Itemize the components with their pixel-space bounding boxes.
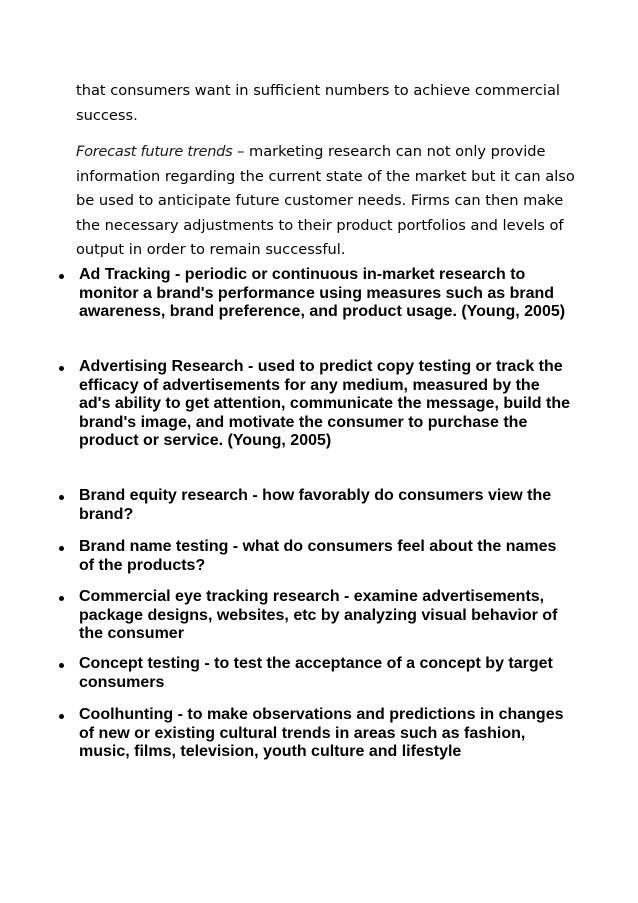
- list-item-text: Commercial eye tracking research - examine advertisements, package designs, websites, etc by analyzing visual behavior of the consumer: [79, 588, 558, 642]
- bullet-dot-icon: [59, 366, 64, 371]
- forecast-lead-text: Forecast future trends: [76, 143, 233, 160]
- list-item-text: Brand equity research - how favorably do consumers view the brand?: [79, 487, 552, 523]
- list-item-text: Concept testing - to test the acceptance of a concept by target consumers: [79, 655, 553, 691]
- bullet-dot-icon: [59, 274, 64, 279]
- bullet-dot-icon: [59, 663, 64, 668]
- forecast-body-text: – marketing research can not only provide information regarding the current state of the market but it can also be used to anticipate future customer needs. Firms can then make the necessary adjustments to their product portfolios and levels of output in order to remain successful.: [76, 143, 575, 258]
- bullet-dot-icon: [59, 714, 64, 719]
- bullet-dot-icon: [59, 495, 64, 500]
- list-item-text: Ad Tracking - periodic or continuous in-market research to monitor a brand's performance using measures such as brand awareness, brand preference, and product usage. (Young, 2005): [79, 266, 566, 320]
- list-item-text: Coolhunting - to make observations and predictions in changes of new or existing cultural trends in areas such as fashion, music, films, television, youth culture and lifestyle: [79, 706, 564, 760]
- list-item-text: Brand name testing - what do consumers feel about the names of the products?: [79, 538, 557, 574]
- bullet-dot-icon: [59, 596, 64, 601]
- forecast-paragraph: [76, 140, 576, 263]
- list-item-text: Advertising Research - used to predict copy testing or track the efficacy of advertisements for any medium, measured by the ad's ability to get attention, communicate the message, build the brand's image, and motivate the consumer to purchase the product or service. (Young, 2005): [79, 358, 570, 449]
- continuation-text: that consumers want in sufficient numbers to achieve commercial success.: [76, 82, 560, 124]
- bullet-dot-icon: [59, 546, 64, 551]
- continuation-paragraph: [76, 79, 576, 128]
